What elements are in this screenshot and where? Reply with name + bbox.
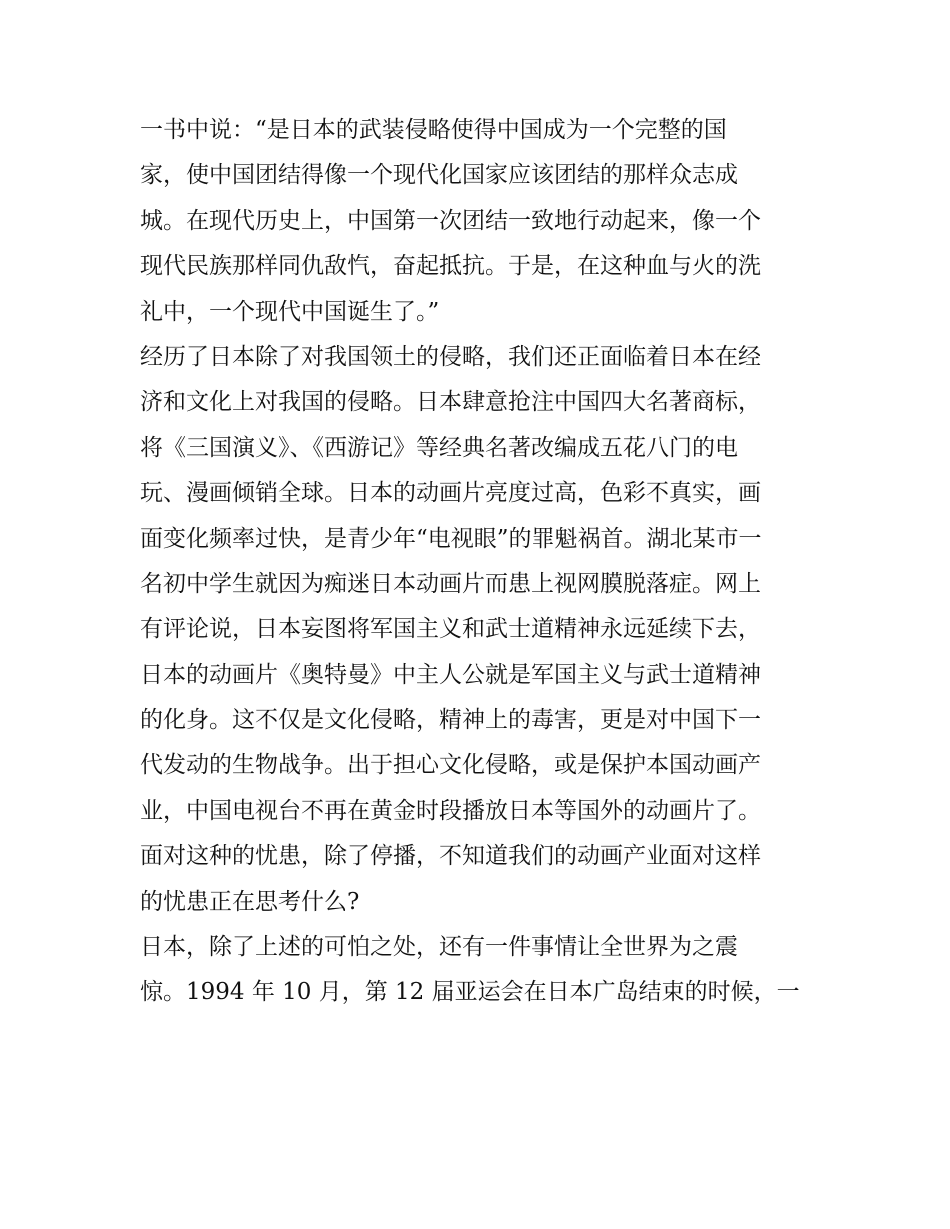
text-line: 面变化频率过快，是青少年“电视眼”的罪魁祸首。湖北某市一 <box>140 525 762 552</box>
text-line: 城。在现代历史上，中国第一次团结一致地行动起来，像一个 <box>140 207 761 234</box>
text-line: 面对这种的忧患，除了停播，不知道我们的动画产业面对这样 <box>140 843 761 870</box>
text-line: 惊。1994 年 10 月，第 12 届亚运会在日本广岛结束的时候，一 <box>140 979 800 1006</box>
text-line: 的忧患正在思考什么? <box>140 888 360 915</box>
text-line: 玩、漫画倾销全球。日本的动画片亮度过高，色彩不真实，画 <box>140 480 761 507</box>
text-line: 名初中学生就因为痴迷日本动画片而患上视网膜脱落症。网上 <box>140 570 761 597</box>
text-line: 现代民族那样同仇敌忾，奋起抵抗。于是，在这种血与火的洗 <box>140 253 761 280</box>
text-line: 有评论说，日本妄图将军国主义和武士道精神永远延续下去， <box>140 616 761 643</box>
text-line: 礼中，一个现代中国诞生了。” <box>140 298 440 325</box>
text-line: 的化身。这不仅是文化侵略，精神上的毒害，更是对中国下一 <box>140 707 761 734</box>
text-line: 日本的动画片《奥特曼》中主人公就是军国主义与武士道精神 <box>140 661 761 688</box>
text-line: 经历了日本除了对我国领土的侵略，我们还正面临着日本在经 <box>140 343 761 370</box>
text-line: 代发动的生物战争。出于担心文化侵略，或是保护本国动画产 <box>140 752 761 779</box>
text-line: 业，中国电视台不再在黄金时段播放日本等国外的动画片了。 <box>140 797 761 824</box>
text-line: 济和文化上对我国的侵略。日本肆意抢注中国四大名著商标， <box>140 389 761 416</box>
text-line: 一书中说：“是日本的武装侵略使得中国成为一个完整的国 <box>140 117 727 143</box>
text-line: 家，使中国团结得像一个现代化国家应该团结的那样众志成 <box>140 162 738 189</box>
document-body-text <box>140 108 820 1016</box>
text-line: 日本，除了上述的可怕之处，还有一件事情让全世界为之震 <box>140 934 738 961</box>
text-line: 将《三国演义》、《西游记》等经典名著改编成五花八门的电 <box>140 434 738 461</box>
